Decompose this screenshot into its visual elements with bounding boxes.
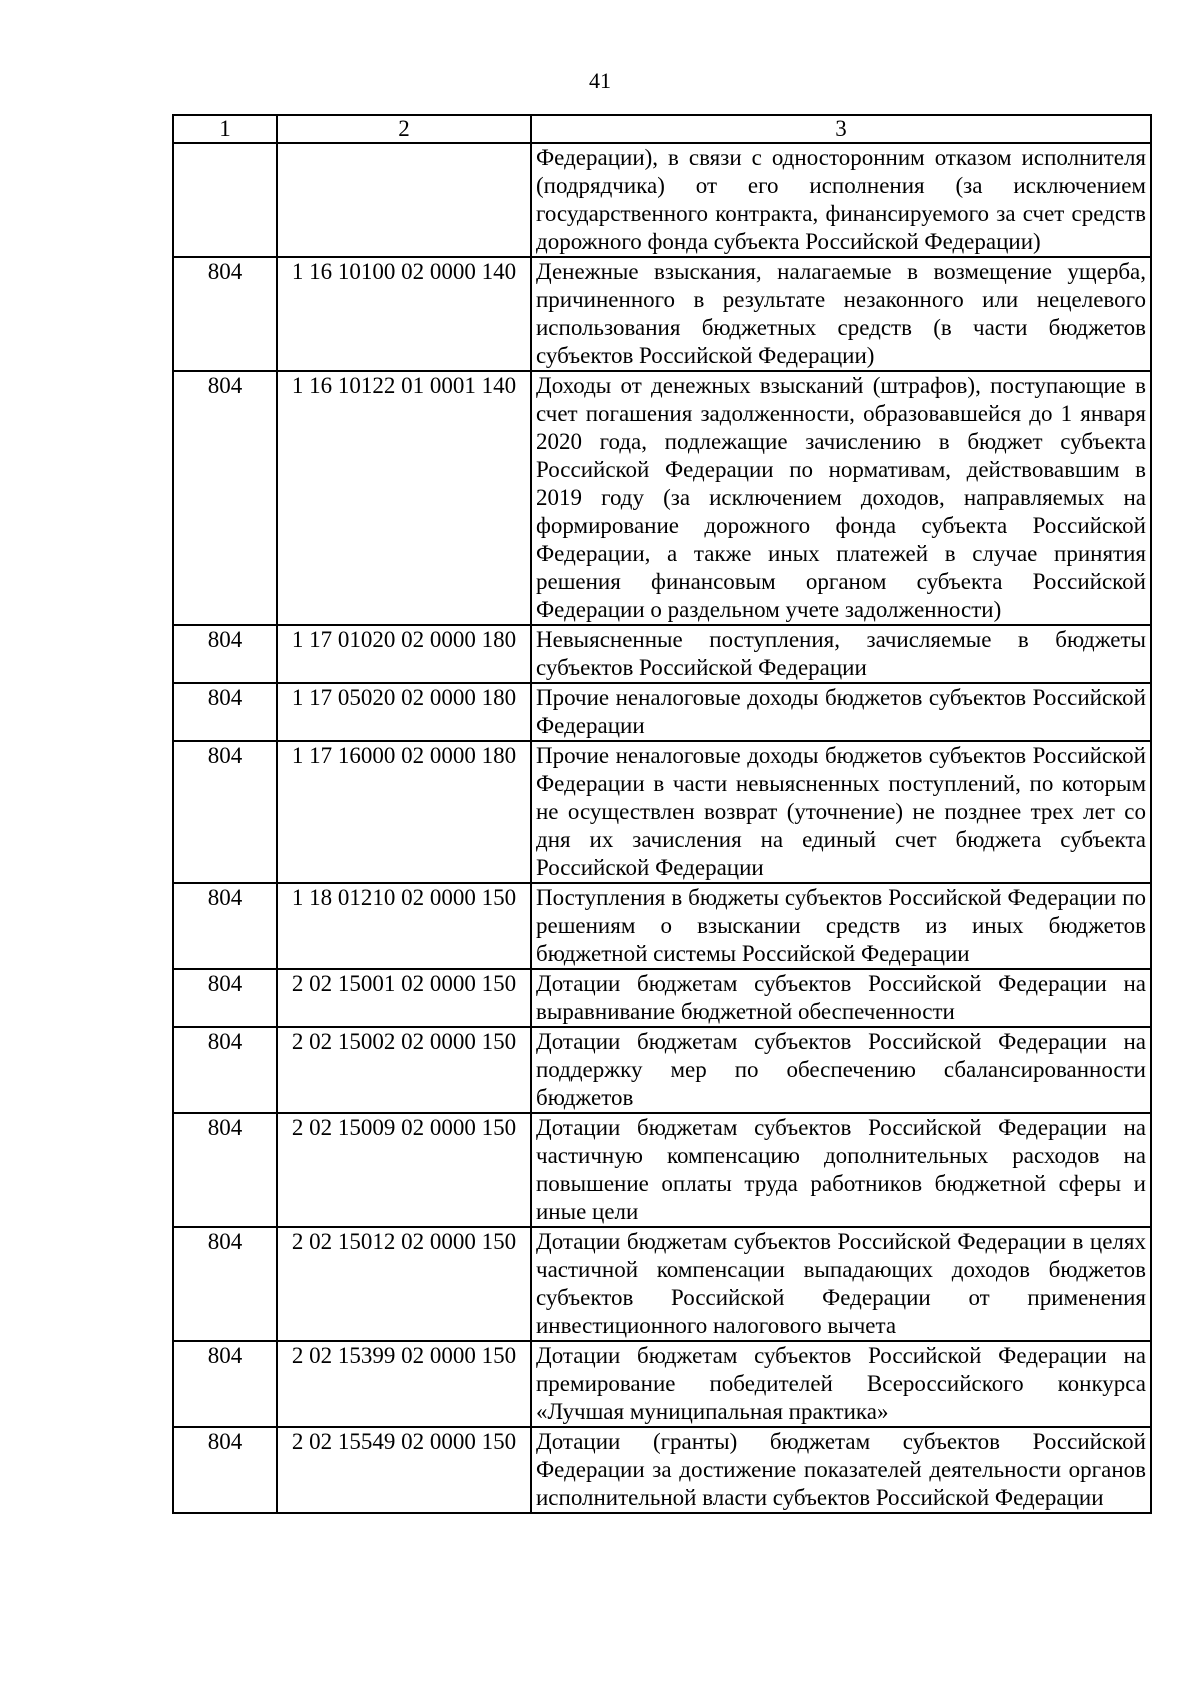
- table-row: [173, 143, 1151, 257]
- revenue-description-cell: Доходы от денежных взысканий (штрафов), поступающие в счет погашения задолженности, образовавшейся до 1 января 2020 года, подлежащие зачислению в бюджет субъекта Российской Федерации по нормативам, действовавшим в 2019 году (за исключением доходов, направляемых на формирование дорожного фонда субъекта Российской Федерации, а также иных платежей в случае принятия решения финансовым органом субъекта Российской Федерации о раздельном учете задолженности): [531, 371, 1151, 625]
- admin-code-cell: 804: [173, 683, 277, 741]
- classification-code-cell: 1 16 10122 01 0001 140: [277, 371, 531, 625]
- column-header-2: 2: [277, 115, 531, 143]
- column-header-3: 3: [531, 115, 1151, 143]
- admin-code-cell: 804: [173, 1113, 277, 1227]
- classification-code-cell: 2 02 15399 02 0000 150: [277, 1341, 531, 1427]
- admin-code-cell: 804: [173, 741, 277, 883]
- table-row: [173, 1341, 1151, 1427]
- admin-code-cell: 804: [173, 969, 277, 1027]
- admin-code-cell: 804: [173, 1227, 277, 1341]
- table-row: [173, 257, 1151, 371]
- admin-code-cell: 804: [173, 883, 277, 969]
- table-row: [173, 625, 1151, 683]
- admin-code-cell: 804: [173, 1341, 277, 1427]
- revenue-description-cell: Прочие неналоговые доходы бюджетов субъектов Российской Федерации: [531, 683, 1151, 741]
- classification-code-cell: 1 16 10100 02 0000 140: [277, 257, 531, 371]
- classification-code-cell: 1 17 01020 02 0000 180: [277, 625, 531, 683]
- admin-code-cell: 804: [173, 1027, 277, 1113]
- revenue-description-cell: Поступления в бюджеты субъектов Российской Федерации по решениям о взыскании средств из иных бюджетов бюджетной системы Российской Федерации: [531, 883, 1151, 969]
- table-row: [173, 1427, 1151, 1513]
- revenue-classification-table: [172, 114, 1152, 1514]
- classification-code-cell: 2 02 15549 02 0000 150: [277, 1427, 531, 1513]
- table-row: [173, 683, 1151, 741]
- classification-code-cell: 1 17 05020 02 0000 180: [277, 683, 531, 741]
- revenue-description-cell: Дотации (гранты) бюджетам субъектов Российской Федерации за достижение показателей деятельности органов исполнительной власти субъектов Российской Федерации: [531, 1427, 1151, 1513]
- classification-code-cell: 1 18 01210 02 0000 150: [277, 883, 531, 969]
- revenue-description-cell: Дотации бюджетам субъектов Российской Федерации на премирование победителей Всероссийского конкурса «Лучшая муниципальная практика»: [531, 1341, 1151, 1427]
- revenue-description-cell: Денежные взыскания, налагаемые в возмещение ущерба, причиненного в результате незаконного или нецелевого использования бюджетных средств (в части бюджетов субъектов Российской Федерации): [531, 257, 1151, 371]
- table-row: [173, 371, 1151, 625]
- admin-code-cell: [173, 143, 277, 257]
- admin-code-cell: 804: [173, 257, 277, 371]
- classification-code-cell: 2 02 15012 02 0000 150: [277, 1227, 531, 1341]
- revenue-description-cell: Федерации), в связи с односторонним отказом исполнителя (подрядчика) от его исполнения (за исключением государственного контракта, финансируемого за счет средств дорожного фонда субъекта Российской Федерации): [531, 143, 1151, 257]
- admin-code-cell: 804: [173, 1427, 277, 1513]
- revenue-description-cell: Дотации бюджетам субъектов Российской Федерации на поддержку мер по обеспечению сбалансированности бюджетов: [531, 1027, 1151, 1113]
- revenue-description-cell: Прочие неналоговые доходы бюджетов субъектов Российской Федерации в части невыясненных поступлений, по которым не осуществлен возврат (уточнение) не позднее трех лет со дня их зачисления на единый счет бюджета субъекта Российской Федерации: [531, 741, 1151, 883]
- table-row: [173, 969, 1151, 1027]
- classification-code-cell: 2 02 15001 02 0000 150: [277, 969, 531, 1027]
- table-header-row: [173, 115, 1151, 143]
- admin-code-cell: 804: [173, 625, 277, 683]
- page-number: 41: [589, 68, 611, 93]
- revenue-description-cell: Дотации бюджетам субъектов Российской Федерации в целях частичной компенсации выпадающих доходов бюджетов субъектов Российской Федерации от применения инвестиционного налогового вычета: [531, 1227, 1151, 1341]
- admin-code-cell: 804: [173, 371, 277, 625]
- column-header-1: 1: [173, 115, 277, 143]
- classification-code-cell: 2 02 15002 02 0000 150: [277, 1027, 531, 1113]
- table-row: [173, 883, 1151, 969]
- revenue-description-cell: Дотации бюджетам субъектов Российской Федерации на частичную компенсацию дополнительных расходов на повышение оплаты труда работников бюджетной сферы и иные цели: [531, 1113, 1151, 1227]
- table-row: [173, 741, 1151, 883]
- table-row: [173, 1113, 1151, 1227]
- table-row: [173, 1027, 1151, 1113]
- classification-code-cell: 1 17 16000 02 0000 180: [277, 741, 531, 883]
- classification-code-cell: [277, 143, 531, 257]
- table-row: [173, 1227, 1151, 1341]
- revenue-description-cell: Невыясненные поступления, зачисляемые в бюджеты субъектов Российской Федерации: [531, 625, 1151, 683]
- revenue-description-cell: Дотации бюджетам субъектов Российской Федерации на выравнивание бюджетной обеспеченности: [531, 969, 1151, 1027]
- classification-code-cell: 2 02 15009 02 0000 150: [277, 1113, 531, 1227]
